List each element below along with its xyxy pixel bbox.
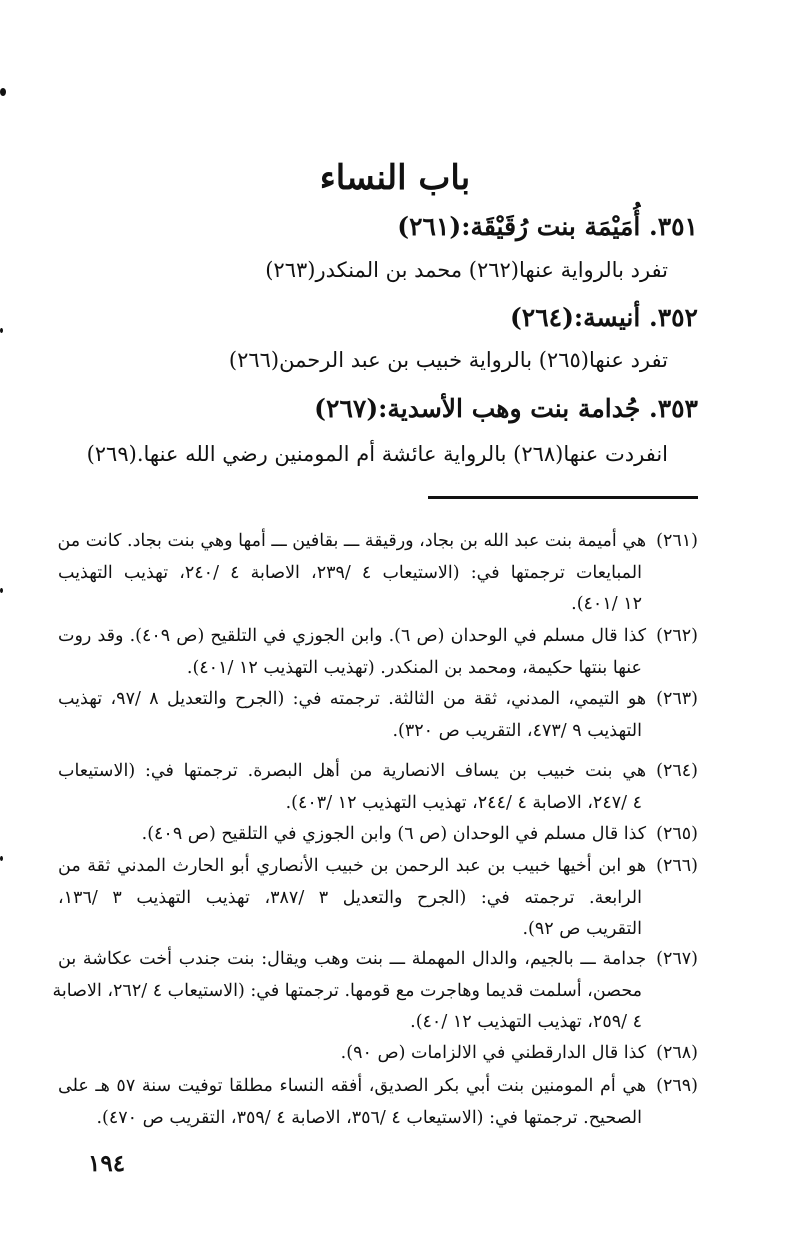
footnote-number: (٢٦٨) xyxy=(656,1043,698,1063)
footnote-text: عنها بنتها حكيمة، ومحمد بن المنكدر. (تهذيب التهذيب ١٢ /٤٠١). xyxy=(186,657,642,678)
chapter-title: باب النساء xyxy=(319,158,471,198)
footnote-text: الصحيح. ترجمتها في: (الاستيعاب ٤ /٣٥٦، الاصابة ٤ /٣٥٩، التقريب ص ٤٧٠). xyxy=(96,1107,642,1128)
footnote-number: (٢٦٢) xyxy=(656,626,698,646)
entry-heading: ٣٥٢. أنيسة:(٢٦٤) xyxy=(509,303,698,332)
footnote-number: (٢٦١) xyxy=(656,531,698,551)
footnote-separator xyxy=(428,496,698,499)
footnote-text: ٤ /٢٥٩، تهذيب التهذيب ١٢ /٤٠). xyxy=(410,1012,642,1032)
page-number: ١٩٤ xyxy=(88,1150,126,1177)
footnote-text: الرابعة. ترجمته في: (الجرح والتعديل ٣ /٣٨٧، تهذيب التهذيب ٣ /١٣٦، xyxy=(58,887,642,908)
footnote xyxy=(58,851,698,946)
footnote-text: هي أميمة بنت عبد الله بن بجاد، ورقيقة ـــ بقافين ـــ أمها وهي بنت بجاد. كانت من xyxy=(57,531,647,551)
footnote-number: (٢٦٩) xyxy=(656,1076,698,1096)
scan-margin-mark xyxy=(0,856,3,861)
scan-margin-mark xyxy=(0,588,3,593)
footnote xyxy=(52,944,698,1039)
footnote-text: التهذيب ٩ /٤٧٣، التقريب ص ٣٢٠). xyxy=(392,720,642,741)
footnote-text: التقريب ص ٩٢). xyxy=(522,919,642,939)
footnote-text: هو التيمي، المدني، ثقة من الثالثة. ترجمته في: (الجرح والتعديل ٨ /٩٧، تهذيب xyxy=(58,689,647,709)
entry-text: تفرد عنها(٢٦٥) بالرواية خبيب بن عبد الرحمن(٢٦٦) xyxy=(228,348,668,372)
footnote xyxy=(58,819,698,851)
footnote-text: ١٢ /٤٠١). xyxy=(571,594,642,614)
footnote-text: جدامة ـــ بالجيم، والدال المهملة ـــ بنت وهب ويقال: بنت جندب أخت عكاشة بن xyxy=(58,949,647,969)
footnote-text: محصن، أسلمت قديما وهاجرت مع قومها. ترجمتها في: (الاستيعاب ٤ /٢٦٢، الاصابة xyxy=(52,980,642,1001)
footnote-text: هو ابن أخيها خبيب بن عبد الرحمن بن خبيب الأنصاري أبو الحارث المدني ثقة من xyxy=(58,856,647,876)
footnote xyxy=(58,621,698,684)
footnote xyxy=(58,1071,698,1134)
entry-heading: ٣٥٣. جُدامة بنت وهب الأسدية:(٢٦٧) xyxy=(314,394,698,423)
footnote-text: كذا قال مسلم في الوحدان (ص ٦) وابن الجوزي في التلقيح (ص ٤٠٩). xyxy=(141,824,647,844)
footnote-text: هي بنت خبيب بن يساف الانصارية من أهل البصرة. ترجمتها في: (الاستيعاب xyxy=(58,761,647,781)
footnote-text: كذا قال مسلم في الوحدان (ص ٦). وابن الجوزي في التلقيح (ص ٤٠٩). وقد روت xyxy=(58,626,647,646)
scan-margin-mark xyxy=(0,328,3,333)
footnote-text: كذا قال الدارقطني في الالزامات (ص ٩٠). xyxy=(340,1043,647,1063)
entry-heading: ٣٥١. أُمَيْمَة بنت رُقَيْقَة:(٢٦١) xyxy=(397,212,698,241)
footnote-number: (٢٦٦) xyxy=(656,856,698,876)
footnote xyxy=(58,756,698,819)
footnote xyxy=(58,684,698,747)
footnote-text: المبايعات ترجمتها في: (الاستيعاب ٤ /٢٣٩، الاصابة ٤ /٢٤٠، تهذيب التهذيب xyxy=(58,562,642,583)
footnote-text: هي أم المومنين بنت أبي بكر الصديق، أفقه النساء مطلقا توفيت سنة ٥٧ هـ على xyxy=(58,1076,647,1096)
scan-margin-mark xyxy=(0,88,6,96)
footnote-number: (٢٦٣) xyxy=(656,689,698,709)
entry-text: تفرد بالرواية عنها(٢٦٢) محمد بن المنكدر(٢٦٣) xyxy=(265,258,668,282)
footnote xyxy=(58,1038,698,1070)
footnote-number: (٢٦٧) xyxy=(656,949,698,969)
entry-text: انفردت عنها(٢٦٨) بالرواية عائشة أم المومنين رضي الله عنها.(٢٦٩) xyxy=(86,442,668,466)
footnote-number: (٢٦٤) xyxy=(656,761,698,781)
footnote xyxy=(58,526,698,621)
footnote-number: (٢٦٥) xyxy=(656,824,698,844)
footnote-text: ٤ /٢٤٧، الاصابة ٤ /٢٤٤، تهذيب التهذيب ١٢ /٤٠٣). xyxy=(285,792,642,813)
